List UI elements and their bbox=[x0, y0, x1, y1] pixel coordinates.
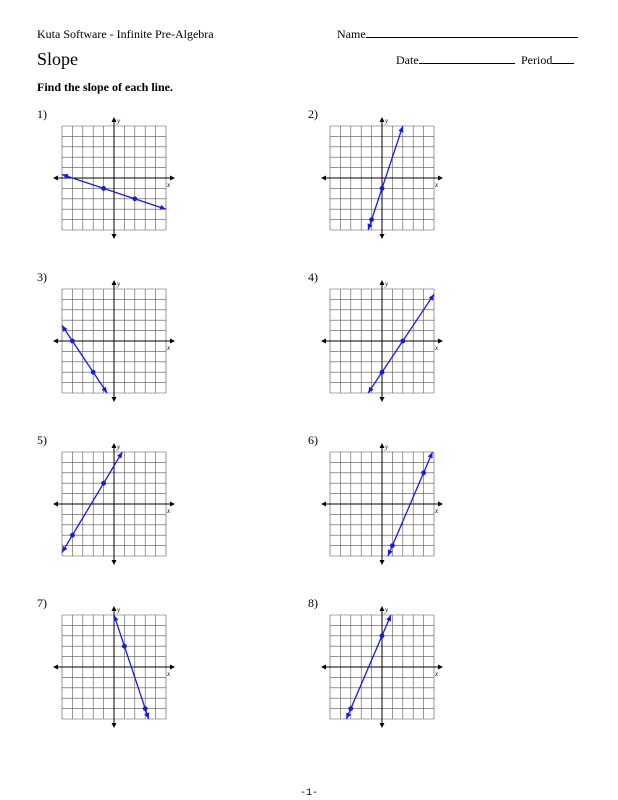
instructions: Find the slope of each line. bbox=[37, 80, 174, 94]
plotted-point bbox=[143, 706, 148, 711]
plotted-point bbox=[390, 543, 395, 548]
worksheet-title: Slope bbox=[37, 49, 79, 69]
coordinate-graph bbox=[320, 279, 444, 403]
y-axis-label: y bbox=[117, 117, 121, 125]
line-arrow-start bbox=[113, 615, 118, 622]
x-axis-label: x bbox=[435, 670, 439, 678]
plotted-point bbox=[101, 186, 106, 191]
problem-number: 5) bbox=[37, 433, 47, 447]
x-axis-arrow-left bbox=[321, 339, 326, 344]
plotted-point bbox=[400, 339, 405, 344]
y-axis-arrow-down bbox=[380, 397, 385, 402]
x-axis-label: x bbox=[435, 181, 439, 189]
x-axis-arrow-right bbox=[438, 176, 443, 181]
period-blank bbox=[552, 53, 574, 64]
y-axis-arrow-down bbox=[112, 234, 117, 239]
problem-number: 6) bbox=[308, 433, 318, 447]
x-axis-arrow-left bbox=[321, 176, 326, 181]
line-arrow-end bbox=[159, 205, 166, 210]
y-axis-arrow-up bbox=[380, 117, 385, 122]
coordinate-graph bbox=[52, 442, 176, 566]
period-field bbox=[521, 53, 574, 68]
plotted-point bbox=[70, 339, 75, 344]
problem-number: 1) bbox=[37, 107, 47, 121]
plotted-point bbox=[132, 196, 137, 201]
coordinate-graph bbox=[320, 605, 444, 729]
coordinate-graph bbox=[52, 116, 176, 240]
page-number: -1- bbox=[299, 788, 318, 799]
y-axis-label: y bbox=[385, 117, 389, 125]
x-axis-arrow-left bbox=[321, 502, 326, 507]
publisher-header: Kuta Software - Infinite Pre-Algebra bbox=[37, 27, 214, 41]
x-axis-arrow-right bbox=[438, 339, 443, 344]
y-axis-label: y bbox=[117, 443, 121, 451]
y-axis-arrow-up bbox=[112, 280, 117, 285]
x-axis-arrow-left bbox=[53, 339, 58, 344]
name-field bbox=[337, 27, 578, 42]
x-axis-label: x bbox=[167, 670, 171, 678]
date-label: Date bbox=[396, 53, 419, 67]
y-axis-arrow-down bbox=[380, 560, 385, 565]
x-axis-arrow-right bbox=[170, 665, 175, 670]
coordinate-graph bbox=[52, 279, 176, 403]
plotted-point bbox=[421, 470, 426, 475]
plotted-point bbox=[70, 533, 75, 538]
x-axis-arrow-right bbox=[438, 502, 443, 507]
x-axis-arrow-right bbox=[438, 665, 443, 670]
y-axis-label: y bbox=[385, 280, 389, 288]
plotted-point bbox=[380, 370, 385, 375]
x-axis-arrow-right bbox=[170, 502, 175, 507]
y-axis-arrow-down bbox=[112, 723, 117, 728]
x-axis-label: x bbox=[435, 507, 439, 515]
x-axis-label: x bbox=[167, 181, 171, 189]
line-arrow-start bbox=[398, 126, 403, 133]
x-axis-arrow-left bbox=[53, 502, 58, 507]
name-blank bbox=[366, 27, 578, 38]
y-axis-arrow-up bbox=[380, 606, 385, 611]
plotted-point bbox=[122, 644, 127, 649]
slope-line bbox=[368, 294, 434, 393]
y-axis-arrow-down bbox=[380, 234, 385, 239]
problem-number: 7) bbox=[37, 596, 47, 610]
name-label: Name bbox=[337, 27, 366, 41]
plotted-point bbox=[380, 633, 385, 638]
y-axis-label: y bbox=[385, 606, 389, 614]
x-axis-arrow-left bbox=[53, 176, 58, 181]
coordinate-graph bbox=[52, 605, 176, 729]
y-axis-arrow-up bbox=[112, 443, 117, 448]
plotted-point bbox=[91, 370, 96, 375]
plotted-point bbox=[101, 481, 106, 486]
y-axis-arrow-down bbox=[112, 397, 117, 402]
y-axis-label: y bbox=[117, 280, 121, 288]
y-axis-arrow-up bbox=[380, 280, 385, 285]
plotted-point bbox=[348, 706, 353, 711]
x-axis-label: x bbox=[167, 344, 171, 352]
slope-line bbox=[62, 452, 122, 553]
x-axis-arrow-right bbox=[170, 176, 175, 181]
plotted-point bbox=[380, 186, 385, 191]
problem-number: 8) bbox=[308, 596, 318, 610]
y-axis-arrow-down bbox=[380, 723, 385, 728]
line-arrow-end bbox=[102, 387, 107, 393]
coordinate-graph bbox=[320, 442, 444, 566]
date-field bbox=[396, 53, 515, 68]
x-axis-label: x bbox=[435, 344, 439, 352]
x-axis-label: x bbox=[167, 507, 171, 515]
y-axis-label: y bbox=[385, 443, 389, 451]
x-axis-arrow-right bbox=[170, 339, 175, 344]
x-axis-arrow-left bbox=[53, 665, 58, 670]
problem-number: 4) bbox=[308, 270, 318, 284]
coordinate-graph bbox=[320, 116, 444, 240]
period-label: Period bbox=[521, 53, 553, 67]
problem-number: 2) bbox=[308, 107, 318, 121]
y-axis-arrow-up bbox=[380, 443, 385, 448]
problem-number: 3) bbox=[37, 270, 47, 284]
line-arrow-end bbox=[368, 387, 373, 393]
date-blank bbox=[419, 53, 515, 64]
y-axis-arrow-up bbox=[112, 117, 117, 122]
y-axis-label: y bbox=[117, 606, 121, 614]
plotted-point bbox=[369, 217, 374, 222]
y-axis-arrow-down bbox=[112, 560, 117, 565]
x-axis-arrow-left bbox=[321, 665, 326, 670]
y-axis-arrow-up bbox=[112, 606, 117, 611]
